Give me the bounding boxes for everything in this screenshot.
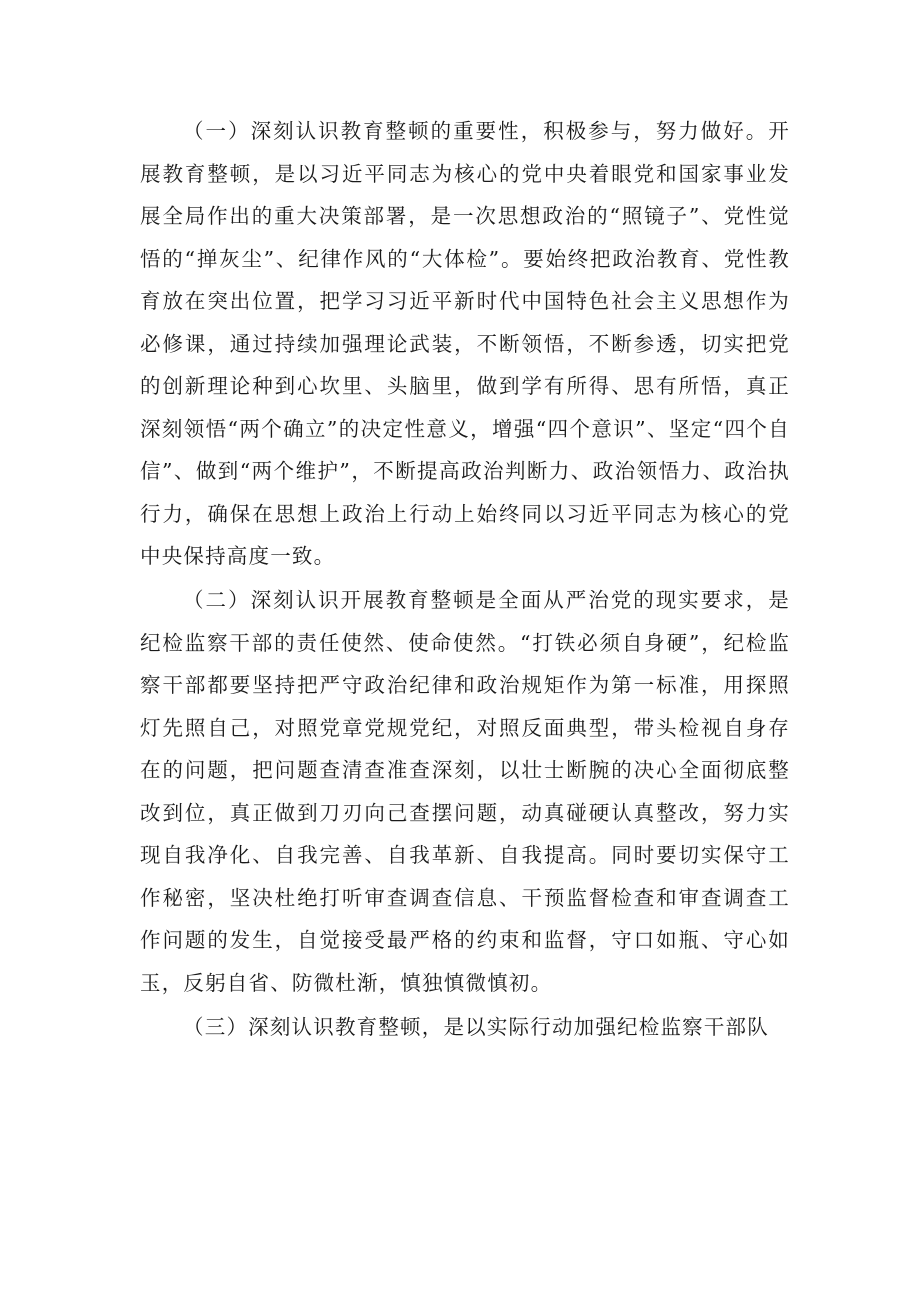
document-body (140, 110, 790, 1050)
paragraph-3: （三）深刻认识教育整顿，是以实际行动加强纪检监察干部队 (183, 1014, 769, 1039)
paragraph-1: （一）深刻认识教育整顿的重要性，积极参与，努力做好。开展教育整顿，是以习近平同志为核心的党中央着眼党和国家事业发展全局作出的重大决策部署，是一次思想政治的“照镜子”、党性觉悟的“掸灰尘”、纪律作风的“大体检”。要始终把政治教育、党性教育放在突出位置，把学习习近平新时代中国特色社会主义思想作为必修课，通过持续加强理论武装，不断领悟，不断参透，切实把党的创新理论种到心坎里、头脑里，做到学有所得、思有所悟，真正深刻领悟“两个确立”的决定性意义，增强“四个意识”、坚定“四个自信”、做到“两个维护”，不断提高政治判断力、政治领悟力、政治执行力，确保在思想上政治上行动上始终同以习近平同志为核心的党中央保持高度一致。 (140, 119, 790, 568)
paragraph-2: （二）深刻认识开展教育整顿是全面从严治党的现实要求，是纪检监察干部的责任使然、使命使然。“打铁必须自身硬”，纪检监察干部都要坚持把严守政治纪律和政治规矩作为第一标准，用探照灯先照自己，对照党章党规党纪，对照反面典型，带头检视自身存在的问题，把问题查清查准查深刻，以壮士断腕的决心全面彻底整改到位，真正做到刀刃向己查摆问题，动真碰硬认真整改，努力实现自我净化、自我完善、自我革新、自我提高。同时要切实保守工作秘密，坚决杜绝打听审查调查信息、干预监督检查和审查调查工作问题的发生，自觉接受最严格的约束和监督，守口如瓶、守心如玉，反躬自省、防微杜渐，慎独慎微慎初。 (140, 588, 790, 995)
